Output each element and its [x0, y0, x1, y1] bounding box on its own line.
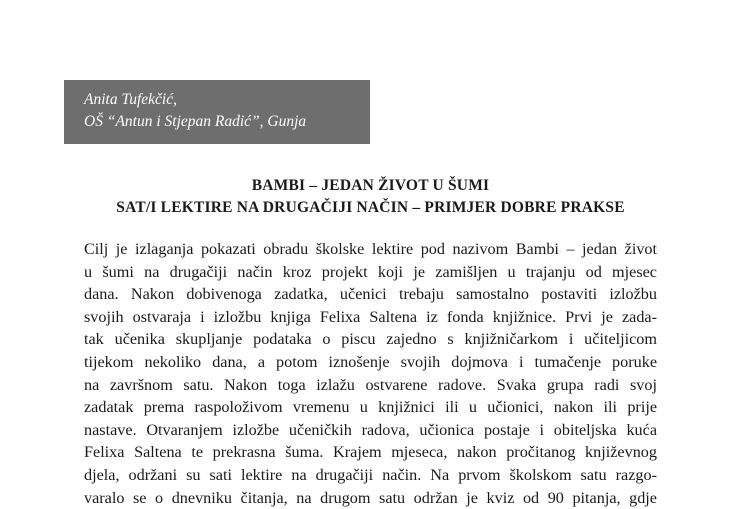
body-line: tak učenika skupljanje podataka o piscu zajedno s knjižničarkom i učiteljicom	[84, 330, 657, 349]
body-line: u šumi na drugačiji način kroz projekt koji je zamišljen u trajanju od mjesec	[84, 262, 657, 281]
body-line: nastave. Otvaranjem izložbe učeničkih radova, učionica postaje i obiteljska kuća	[84, 420, 657, 439]
body-line: zadatak prema raspoloživom vremenu u knjižnici ili u učionici, nakon ili prije	[84, 398, 657, 417]
body-line: na završnom satu. Nakon toga izlažu ostvarene radove. Svaka grupa radi svoj	[84, 375, 657, 394]
author-name: Anita Tufekčić,	[84, 91, 177, 108]
body-line: svojih ostvaraja i izložbu knjiga Felixa Saltena iz fonda knjižnice. Prvi je zada-	[84, 307, 657, 326]
article-title	[0, 175, 741, 219]
body-line: tijekom nekoliko dana, a potom iznošenje svojih dojmova i tumačenje poruke	[84, 352, 657, 371]
title-line-2: SAT/I LEKTIRE NA DRUGAČIJI NAČIN – PRIMJER DOBRE PRAKSE	[116, 199, 625, 216]
abstract-body	[84, 238, 657, 509]
body-line: varalo se o dnevniku čitanja, na drugom satu održan je kviz od 90 pitanja, gdje	[84, 488, 657, 507]
body-line: djela, održani su sati lektire na drugačiji način. Na prvom školskom satu razgo-	[84, 465, 657, 484]
body-line: dana. Nakon dobivenoga zadatka, učenici trebaju samostalno postaviti izložbu	[84, 285, 657, 304]
body-line: Cilj je izlaganja pokazati obradu školske lektire pod nazivom Bambi – jedan život	[84, 240, 657, 258]
body-line: Felixa Saltena te prekrasna šuma. Krajem mjeseca, nakon pročitanog književnog	[84, 443, 657, 462]
author-affiliation: OŠ “Antun i Stjepan Radić”, Gunja	[84, 113, 307, 130]
author-box	[64, 80, 370, 144]
title-line-1: BAMBI – JEDAN ŽIVOT U ŠUMI	[251, 177, 490, 194]
